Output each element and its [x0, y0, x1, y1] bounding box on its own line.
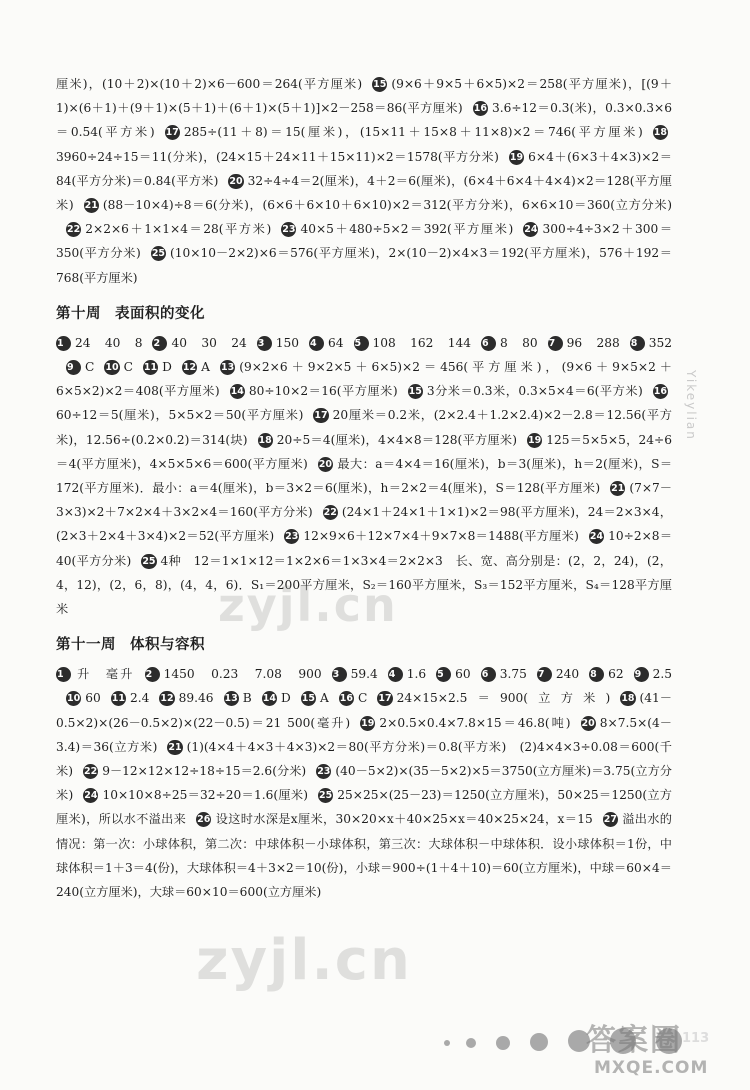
answer-text: 64	[327, 335, 344, 350]
answer-text: 3960÷24÷15＝11(分米)，(24×15＋24×11＋15×11)×2＝1578(平方分米)	[56, 149, 499, 164]
watermark-zyjl-1: zyjl.cn	[218, 578, 398, 632]
question-number-badge: 16	[653, 386, 668, 398]
question-number-badge: 5	[436, 667, 451, 682]
question-number-badge: 17	[314, 410, 328, 422]
answer-text: 1450 0.23 7.08 900	[163, 667, 322, 682]
answer-paragraph	[56, 331, 672, 621]
question-number-badge: 6	[481, 667, 496, 682]
question-number-badge: 24	[589, 531, 604, 543]
question-number-badge: 24	[84, 790, 98, 802]
question-number-badge: 15	[408, 386, 422, 398]
logo-text-domain: MXQE.COM	[594, 1058, 709, 1078]
question-number-badge: 24	[524, 224, 538, 236]
answer-section	[56, 303, 672, 621]
question-number-badge: 18	[258, 434, 272, 446]
answer-text: 240	[555, 667, 580, 682]
question-number-badge: 7	[548, 336, 563, 351]
answer-text: 2.5	[652, 667, 672, 682]
answer-text: 20÷5＝4(厘米)，4×4×8＝128(平方厘米)	[276, 432, 518, 447]
answer-text: 10÷2×8＝40(平方分米)	[56, 529, 673, 568]
question-number-badge: 25	[142, 555, 156, 567]
section-week: 第十一周	[56, 637, 116, 654]
answer-text: B	[242, 691, 252, 706]
answer-text: (40－5×2)×(35－5×2)×5＝3750(立方厘米)＝3.75(立方分米)	[56, 764, 672, 803]
answer-text: D	[162, 360, 172, 375]
question-number-badge: 8	[589, 667, 604, 682]
question-number-badge: 7	[537, 667, 552, 682]
answer-text: A	[201, 360, 210, 375]
question-number-badge: 20	[229, 175, 243, 187]
question-number-badge: 25	[151, 248, 166, 260]
answer-content	[56, 72, 672, 910]
question-number-badge: 10	[105, 362, 119, 374]
section-title: 表面积的变化	[115, 305, 205, 322]
question-number-badge: 18	[621, 693, 635, 705]
section-week: 第十周	[56, 305, 101, 322]
question-number-badge: 23	[282, 224, 296, 236]
question-number-badge: 19	[361, 717, 375, 729]
logo-text-main: 答案圈	[586, 1023, 682, 1058]
question-number-badge: 4	[309, 336, 324, 351]
question-number-badge: 3	[332, 667, 347, 682]
section-heading	[56, 634, 672, 656]
question-number-badge: 25	[319, 790, 333, 802]
question-number-badge: 10	[67, 693, 81, 705]
answer-text: (10×10－2×2)×6＝576(平方厘米)，2×(10－2)×4×3＝192(平方厘米)，576＋192＝768(平方厘米)	[56, 246, 672, 285]
answer-text: 8 80	[500, 335, 538, 350]
answer-text: A	[319, 691, 329, 706]
question-number-badge: 17	[165, 127, 179, 139]
question-number-badge: 11	[143, 362, 158, 374]
question-number-badge: 20	[318, 458, 333, 470]
answer-text: 60÷12＝5(厘米)，5×5×2＝50(平方厘米)	[56, 408, 304, 423]
question-number-badge: 2	[152, 336, 167, 351]
answer-text: (88－10×4)÷8＝6(分米)，(6×6＋6×10＋6×10)×2＝312(平方分米)，6×6×10＝360(立方分米)	[102, 198, 672, 213]
question-number-badge: 22	[83, 766, 98, 778]
question-number-badge: 26	[197, 814, 211, 826]
question-number-badge: 11	[111, 693, 125, 705]
answer-text: 40×5＋480÷5×2＝392(平方厘米)	[300, 222, 514, 237]
question-number-badge: 1	[56, 667, 71, 682]
answer-text: 24 40 8	[75, 335, 143, 350]
answer-text: 108 162 144	[372, 335, 471, 350]
answer-text: 6×4＋(6×3＋4×3)×2＝84(平方分米)＝0.84(平方米)	[56, 149, 672, 188]
answer-text: 32÷4÷4＝2(厘米)，4＋2＝6(厘米)，(6×4＋6×4＋4×4)×2＝128(平方厘米)	[56, 173, 672, 213]
section-title: 体积与容积	[130, 637, 205, 654]
question-number-badge: 8	[630, 336, 645, 351]
answer-text: 80÷10×2＝16(平方厘米)	[248, 384, 398, 399]
question-number-badge: 13	[224, 693, 238, 705]
question-number-badge: 16	[473, 103, 487, 115]
page-number: 113	[682, 1031, 710, 1046]
answer-text: 设这时水深是x厘米，30×20×x＋40×25×x＝40×25×24，x＝15	[215, 812, 593, 827]
answer-text: 厘米)，(10＋2)×(10＋2)×6－600＝264(平方厘米)	[56, 77, 363, 91]
question-number-badge: 19	[509, 151, 524, 163]
answer-text: 4种 12＝1×1×12＝1×2×6＝1×3×4＝2×2×3 长、宽、高分别是：(2，2，24)，(2，4，12)，(2，6，8)，(4，4，6)．S₁＝200平方厘米，S₂＝160平方厘米，S₃＝152平方厘米，S₄＝128平方厘米	[56, 553, 672, 617]
answer-text: 20厘米＝0.2米，(2×2.4＋1.2×2.4)×2－2.8＝12.56(平方米)，12.56÷(0.2×0.2)＝314(块)	[56, 408, 672, 447]
answer-text: 2×0.5×0.4×7.8×15＝46.8(吨)	[379, 715, 571, 730]
answer-paragraph	[56, 72, 672, 290]
question-number-badge: 13	[220, 362, 235, 374]
answer-text: 升 毫升	[75, 667, 135, 682]
answer-text: C	[358, 691, 368, 706]
answer-text: 2.4	[129, 691, 150, 706]
answer-text: C	[123, 360, 133, 375]
answer-paragraph	[56, 662, 672, 904]
question-number-badge: 9	[634, 667, 649, 682]
answer-text: 150	[275, 335, 299, 350]
answer-text: (24×1＋24×1＋1×1)×2＝98(平方厘米)，24＝2×3×4，(2×3＋2×4＋3×4)×2＝52(平方厘米)	[56, 505, 672, 544]
question-number-badge: 23	[317, 766, 331, 778]
answer-text: 2×2×6＋1×1×4＝28(平方米)	[85, 222, 272, 237]
answer-text: (41－0.5×2)×(26－0.5×2)×(22－0.5)＝21 500(毫升)	[56, 691, 672, 730]
answer-text: 25×25×(25－23)＝1250(立方厘米)，50×25＝1250(立方厘米)，所以水不溢出来	[56, 788, 672, 827]
question-number-badge: 2	[145, 667, 160, 682]
answer-text: 10×10×8÷25＝32÷20＝1.6(厘米)	[102, 788, 309, 803]
question-number-badge: 21	[84, 200, 98, 212]
question-number-badge: 18	[653, 127, 667, 139]
answer-text: 8×7.5×(4－3.4)＝36(立方米)	[56, 715, 672, 754]
question-number-badge: 12	[160, 693, 174, 705]
answer-text: 3分米＝0.3米，0.3×5×4＝6(平方米)	[426, 384, 643, 399]
answer-text: 352	[648, 335, 673, 350]
question-number-badge: 19	[528, 434, 542, 446]
answer-text: C	[85, 360, 95, 375]
question-number-badge: 16	[339, 693, 353, 705]
site-logo-watermark	[586, 1024, 736, 1086]
question-number-badge: 15	[373, 79, 387, 90]
answer-text: (9×6＋9×5＋6×5)×2＝258(平方厘米)，[(9＋1)×(6＋1)＋(9＋1)×(5＋1)＋(6＋1)×(5＋1)]×2－258＝86(平方厘米)	[56, 77, 673, 116]
answer-text: 125＝5×5×5，24÷6＝4(平方厘米)，4×5×5×6＝600(平方厘米)	[56, 432, 673, 471]
answer-text: (9×2×6＋9×2×5＋6×5)×2＝456(平方厘米)，(9×6＋9×5×2＋6×5×2)×2＝408(平方厘米)	[56, 360, 672, 399]
answer-section	[56, 72, 672, 290]
answer-text: 12×9×6＋12×7×4＋9×7×8＝1488(平方厘米)	[303, 529, 579, 544]
question-number-badge: 12	[182, 362, 197, 374]
answer-text: 60	[85, 691, 101, 706]
answer-text: D	[280, 691, 291, 706]
question-number-badge: 17	[378, 693, 392, 705]
question-number-badge: 1	[56, 336, 71, 351]
question-number-badge: 5	[354, 336, 369, 351]
answer-text: (1)(4×4＋4×3＋4×3)×2＝80(平方分米)＝0.8(平方米) (2)4×4×3÷0.08＝600(千米)	[56, 739, 672, 779]
answer-text: 3.6÷12＝0.3(米)，0.3×0.3×6＝0.54(平方米)	[56, 101, 673, 140]
side-vertical-text: Yikeylian	[684, 370, 698, 441]
question-number-badge: 6	[481, 336, 496, 351]
answer-text: (7×7－3×3)×2＋7×2×4＋3×2×4＝160(平方分米)	[56, 481, 672, 520]
question-number-badge: 4	[388, 667, 403, 682]
answer-text: 40 30 24	[171, 335, 247, 350]
question-number-badge: 14	[262, 693, 276, 705]
answer-text: 60	[455, 667, 471, 682]
question-number-badge: 15	[301, 693, 315, 705]
question-number-badge: 9	[66, 360, 81, 375]
question-number-badge: 22	[323, 507, 337, 519]
answer-text: 62	[608, 667, 624, 682]
watermark-zyjl-2: zyjl.cn	[196, 928, 412, 993]
answer-text: 1.6	[406, 667, 427, 682]
question-number-badge: 22	[67, 224, 81, 236]
answer-text: 溢出水的情况：第一次：小球体积，第二次：中球体积－小球体积，第三次：大球体积－中球体积．设小球体积＝1份，中球体积＝1＋3＝4(份)，大球体积＝4＋3×2＝10(份)，小球＝900÷(1＋4＋10)＝60(立方厘米)，中球＝60×4＝240(立方厘米)，大球＝60×10＝600(立方厘米)	[56, 812, 672, 900]
answer-text: 300÷4÷3×2＋300＝350(平方分米)	[56, 222, 673, 261]
question-number-badge: 21	[168, 741, 182, 753]
answer-text: 96 288	[566, 335, 620, 350]
question-number-badge: 14	[230, 386, 244, 398]
answer-text: 9－12×12×12÷18÷15＝2.6(分米)	[102, 764, 307, 779]
question-number-badge: 3	[257, 336, 272, 351]
answer-text: 285÷(11＋8)＝15(厘米)，(15×11＋15×8＋11×8)×2＝746(平方厘米)	[183, 125, 643, 140]
answer-text: 24×15×2.5＝900(立方米)	[396, 691, 611, 706]
answer-text: 3.75	[499, 667, 527, 682]
question-number-badge: 23	[285, 531, 299, 543]
answer-text: 89.46	[178, 691, 214, 706]
question-number-badge: 20	[581, 717, 595, 729]
question-number-badge: 27	[603, 814, 617, 826]
question-number-badge: 21	[611, 483, 625, 495]
section-heading	[56, 303, 672, 325]
answer-text: 59.4	[350, 667, 378, 682]
answer-section	[56, 634, 672, 904]
answer-text: 最大：a＝4×4＝16(厘米)，b＝3(厘米)，h＝2(厘米)，S＝172(平方厘米)．最小：a＝4(厘米)，b＝3×2＝6(厘米)，h＝2×2＝4(厘米)，S＝128(平方厘米)	[56, 456, 673, 496]
